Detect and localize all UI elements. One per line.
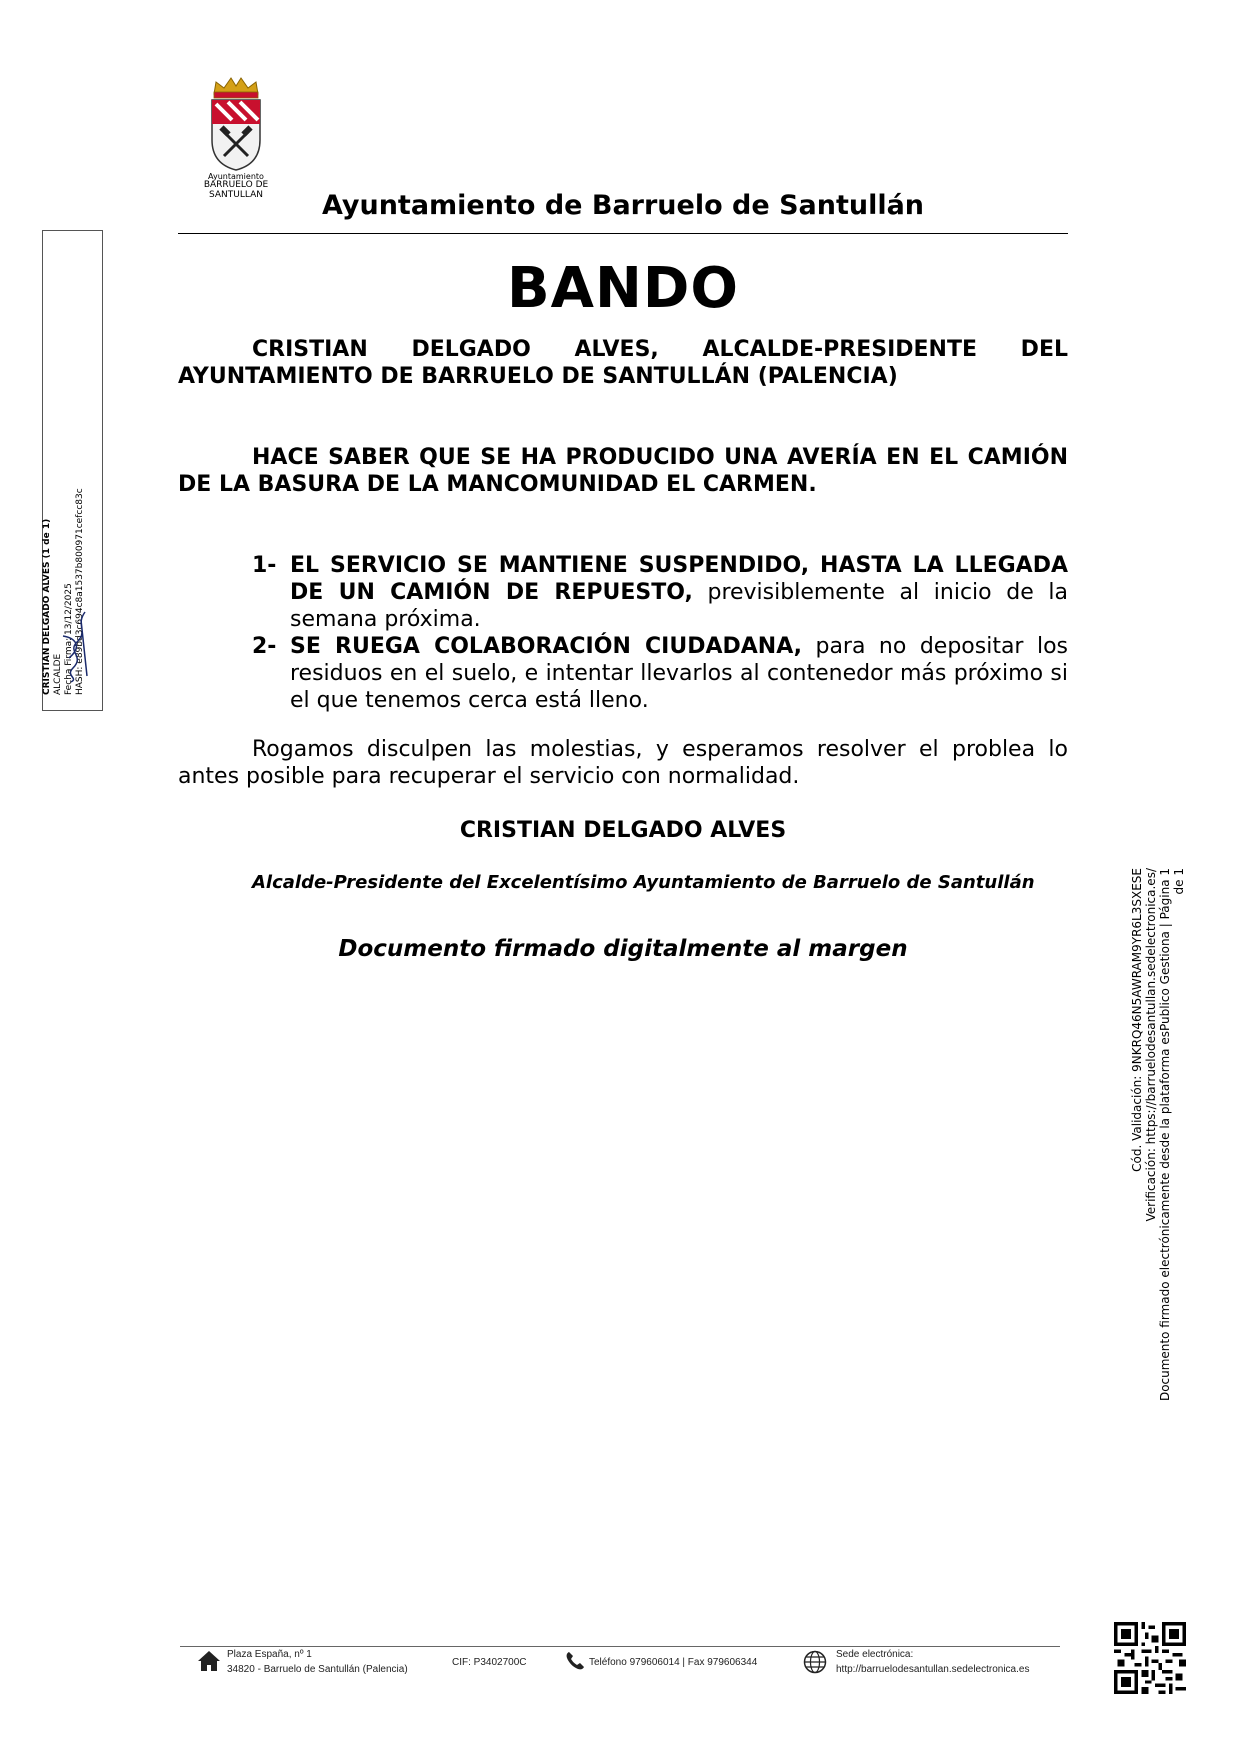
list-item bbox=[252, 633, 1068, 714]
list-item-text: para no depositar los residuos en el suelo, e intentar llevarlos al contenedor más próximo si el que tenemos cerca está lleno. bbox=[290, 634, 1068, 713]
document-title: BANDO bbox=[507, 256, 739, 321]
house-icon bbox=[197, 1650, 221, 1672]
list-item-text: previsiblemente al inicio de la semana próxima. bbox=[290, 580, 1068, 632]
list-item bbox=[252, 552, 1068, 633]
footer-divider bbox=[180, 1646, 1060, 1647]
handwritten-signature bbox=[55, 606, 99, 684]
logo-caption-line2: BARRUELO DE SANTULLAN bbox=[203, 180, 269, 200]
globe-icon bbox=[803, 1650, 827, 1674]
logo-caption-line1: Ayuntamiento bbox=[208, 172, 264, 181]
validation-code: Cód. Validación: 9NKRQ46N5AWRAM9YR6L3SXESE bbox=[1130, 868, 1144, 1172]
signature-role: ALCALDE bbox=[53, 653, 63, 695]
qr-code bbox=[1114, 1622, 1186, 1694]
closing-paragraph: Rogamos disculpen las molestias, y esperamos resolver el problea lo antes posible para recuperar el servicio con normalidad. bbox=[178, 737, 1068, 789]
verification-url: Verificación: https://barruelodesantullan.sedelectronica.es/ bbox=[1144, 868, 1158, 1222]
footer-address-line1: Plaza España, nº 1 bbox=[227, 1649, 312, 1660]
phone-icon bbox=[565, 1651, 585, 1671]
signature-date: Fecha Firma: 13/12/2025 bbox=[64, 583, 74, 695]
footer-sede-url: http://barruelodesantullan.sedelectronica.es bbox=[836, 1664, 1030, 1675]
validation-margin-text bbox=[1130, 868, 1186, 1408]
footer-address-line2: 34820 - Barruelo de Santullán (Palencia) bbox=[227, 1664, 408, 1675]
digital-signature-note: Documento firmado digitalmente al margen bbox=[338, 936, 908, 962]
list-item-bold: SE RUEGA COLABORACIÓN CIUDADANA, bbox=[290, 634, 802, 659]
numbered-list bbox=[252, 552, 1068, 714]
intro-paragraph: CRISTIAN DELGADO ALVES, ALCALDE-PRESIDENTE DEL AYUNTAMIENTO DE BARRUELO DE SANTULLÁN (PALENCIA) bbox=[178, 337, 1068, 389]
organization-title: Ayuntamiento de Barruelo de Santullán bbox=[321, 190, 925, 221]
signature-signer: CRISTIAN DELGADO ALVES (1 de 1) bbox=[42, 518, 52, 695]
footer-sede-label: Sede electrónica: bbox=[836, 1649, 914, 1660]
announcement-paragraph: HACE SABER QUE SE HA PRODUCIDO UNA AVERÍA EN EL CAMIÓN DE LA BASURA DE LA MANCOMUNIDAD EL CARMEN. bbox=[178, 445, 1068, 497]
header-divider bbox=[178, 233, 1068, 234]
footer-cif: CIF: P3402700C bbox=[452, 1657, 527, 1668]
footer-phone: Teléfono 979606014 | Fax 979606344 bbox=[589, 1657, 758, 1668]
list-item-number: 2- bbox=[252, 634, 277, 659]
signature-hash: HASH: e89bd3c694c8a1537b800971cefcc83c bbox=[75, 488, 85, 695]
list-item-number: 1- bbox=[252, 553, 277, 578]
signer-name: CRISTIAN DELGADO ALVES bbox=[459, 818, 787, 843]
signer-role: Alcalde-Presidente del Excelentísimo Ayuntamiento de Barruelo de Santullán bbox=[252, 872, 1035, 893]
list-item-bold: EL SERVICIO SE MANTIENE SUSPENDIDO, HASTA LA LLEGADA DE UN CAMIÓN DE REPUESTO, bbox=[290, 553, 1068, 605]
platform-note: Documento firmado electrónicamente desde la plataforma esPublico Gestiona | Página 1 de 1 bbox=[1158, 868, 1186, 1402]
